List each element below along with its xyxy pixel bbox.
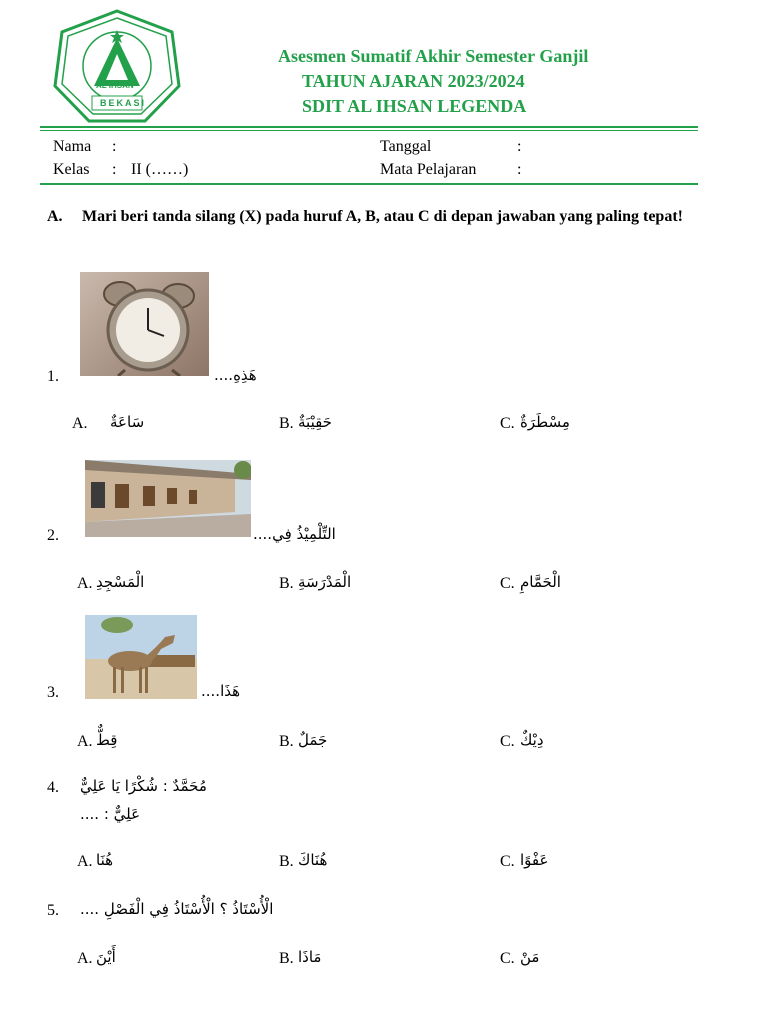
q5-option-a[interactable]: أَيْنَ xyxy=(96,948,116,966)
nama-colon: : xyxy=(112,138,117,155)
nama-label: Nama xyxy=(53,138,92,155)
q2-option-c[interactable]: الْحَمَّامِ xyxy=(520,573,561,591)
school-logo xyxy=(52,8,182,128)
q3-option-b[interactable]: جَمَلٌ xyxy=(298,731,328,749)
header-divider-thin xyxy=(40,130,698,131)
tanggal-label: Tanggal xyxy=(380,138,432,155)
question-1-text: هَذِهِ.... xyxy=(214,366,257,384)
q1-option-c-letter[interactable]: C. xyxy=(500,415,515,432)
header-title: Asesmen Sumatif Akhir Semester Ganjil xyxy=(278,46,589,66)
q1-option-b[interactable]: حَقِيْبَةٌ xyxy=(298,413,332,431)
logo-center-text: AL IHSAN xyxy=(96,81,134,90)
question-3-text: هَذَا.... xyxy=(201,682,241,700)
q1-option-a[interactable]: سَاعَةٌ xyxy=(110,413,145,431)
q5-option-c-letter[interactable]: C. xyxy=(500,950,515,967)
q3-option-b-letter[interactable]: B. xyxy=(279,733,294,750)
q2-option-a[interactable]: الْمَسْجِدِ xyxy=(96,573,145,591)
question-2-text: التِّلْمِيْذُ فِي.... xyxy=(253,525,336,543)
q3-option-a-letter[interactable]: A. xyxy=(77,733,93,750)
q2-option-c-letter[interactable]: C. xyxy=(500,575,515,592)
q2-option-b[interactable]: الْمَدْرَسَةِ xyxy=(298,573,352,591)
question-3-number: 3. xyxy=(47,684,59,701)
mapel-label: Mata Pelajaran xyxy=(380,161,477,178)
q2-option-b-letter[interactable]: B. xyxy=(279,575,294,592)
kelas-value: II (……) xyxy=(131,161,189,178)
q1-option-a-letter[interactable]: A. xyxy=(72,415,88,432)
question-1-number: 1. xyxy=(47,368,59,385)
tanggal-colon: : xyxy=(517,138,522,155)
question-5-text: الْأُسْتَاذُ ؟ الْأُسْتَاذُ فِي الْفَصْلِ .... xyxy=(80,900,274,918)
q5-option-a-letter[interactable]: A. xyxy=(77,950,93,967)
q3-option-c[interactable]: دِيْكٌ xyxy=(520,731,544,749)
q3-option-a[interactable]: قِطٌّ xyxy=(96,731,118,749)
q1-option-b-letter[interactable]: B. xyxy=(279,415,294,432)
question-4-number: 4. xyxy=(47,779,59,796)
section-instruction: Mari beri tanda silang (X) pada huruf A, B, atau C di depan jawaban yang paling tepat! xyxy=(82,208,683,225)
q5-option-b[interactable]: مَاذَا xyxy=(298,948,322,966)
kelas-label: Kelas xyxy=(53,161,90,178)
kelas-colon: : xyxy=(112,161,117,178)
question-2-number: 2. xyxy=(47,527,59,544)
q4-option-a[interactable]: هُنَا xyxy=(96,851,114,869)
q1-option-c[interactable]: مِسْطَرَةٌ xyxy=(520,413,570,431)
section-letter: A. xyxy=(47,208,63,225)
q3-option-c-letter[interactable]: C. xyxy=(500,733,515,750)
q5-option-c[interactable]: مَنْ xyxy=(520,948,540,966)
alarm-clock-image xyxy=(80,272,209,376)
mapel-colon: : xyxy=(517,161,522,178)
question-5-number: 5. xyxy=(47,902,59,919)
q4-option-c-letter[interactable]: C. xyxy=(500,853,515,870)
header-school: SDIT AL IHSAN LEGENDA xyxy=(302,96,527,116)
q4-option-b[interactable]: هُنَاكَ xyxy=(298,851,328,869)
school-building-image xyxy=(85,460,251,537)
q2-option-a-letter[interactable]: A. xyxy=(77,575,93,592)
header-year: TAHUN AJARAN 2023/2024 xyxy=(302,71,525,91)
question-4-line2: عَلِيٌّ : .... xyxy=(80,805,141,823)
logo-bottom-text: BEKASI xyxy=(100,98,147,108)
q5-option-b-letter[interactable]: B. xyxy=(279,950,294,967)
q4-option-b-letter[interactable]: B. xyxy=(279,853,294,870)
q4-option-a-letter[interactable]: A. xyxy=(77,853,93,870)
q4-option-c[interactable]: عَفْوًا xyxy=(520,851,549,869)
question-4-line1: مُحَمَّدٌ : شُكْرًا يَا عَلِيٌّ xyxy=(80,777,207,795)
header-divider xyxy=(40,126,698,128)
camel-image xyxy=(85,615,197,699)
info-divider xyxy=(40,183,698,185)
